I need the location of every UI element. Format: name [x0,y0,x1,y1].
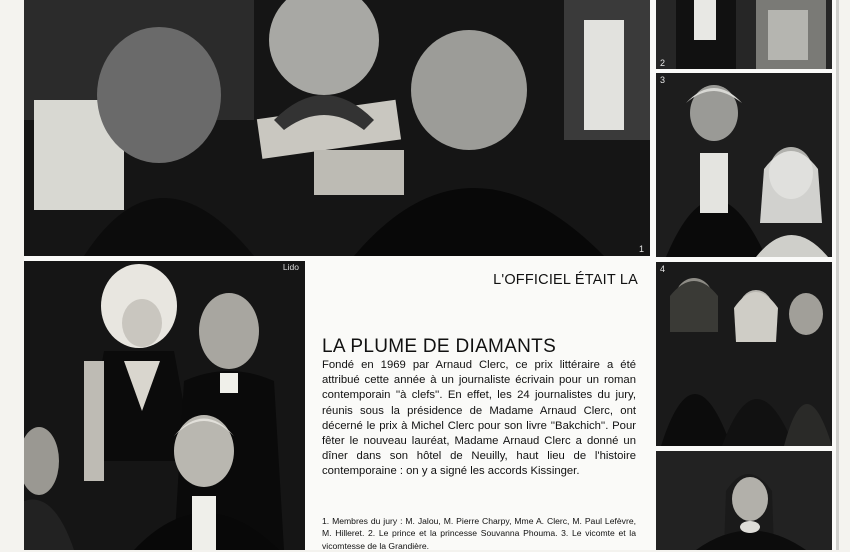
article [320,262,638,550]
photo-number-1: 1 [638,244,644,254]
article-headline: LA PLUME DE DIAMANTS [322,335,557,357]
photo-jury-table-image [24,0,650,256]
photo-number-4: 4 [660,264,666,274]
photo-souvanna-phouma-image [656,0,832,69]
photo-three-women-image [656,262,832,446]
photo-number-2: 2 [660,58,666,68]
photo-jury-table [24,0,650,256]
photo-woman-portrait [656,451,832,550]
photo-credit-lido: Lido [282,262,299,272]
page-edge [836,0,839,550]
photo-captions: 1. Membres du jury : M. Jalou, M. Pierre Charpy, Mme A. Clerc, M. Paul Lefèvre, M. Hilleret. 2. Le prince et la princesse Souvanna Phouma. 3. Le vicomte et la vicomtesse de la Grandière. [322,516,636,551]
photo-lido-guests-image [24,261,305,550]
photo-three-women [656,262,832,446]
photo-vicomte-grandiere [656,73,832,257]
photo-woman-portrait-image [656,451,832,550]
photo-number-3: 3 [660,75,666,85]
photo-souvanna-phouma [656,0,832,69]
photo-vicomte-grandiere-image [656,73,832,257]
article-kicker: L'OFFICIEL ÉTAIT LA [493,272,638,288]
magazine-page [24,0,836,550]
photo-lido-guests [24,261,305,550]
article-body: Fondé en 1969 par Arnaud Clerc, ce prix littéraire a été attribué cette année à un journaliste écrivain pour un roman contemporain ''à clefs''. En effet, les 24 journalistes du jury, réunis sous la présidence de Madame Arnaud Clerc, ont décerné le prix à Michel Clerc pour son livre ''Bakchich''. Pour fêter le nouveau lauréat, Madame Arnaud Clerc a donné un dîner dans son hôtel de Neuilly, haut lieu de l'histoire contemporaine : on y a signé les accords Kissinger. [322,359,636,478]
